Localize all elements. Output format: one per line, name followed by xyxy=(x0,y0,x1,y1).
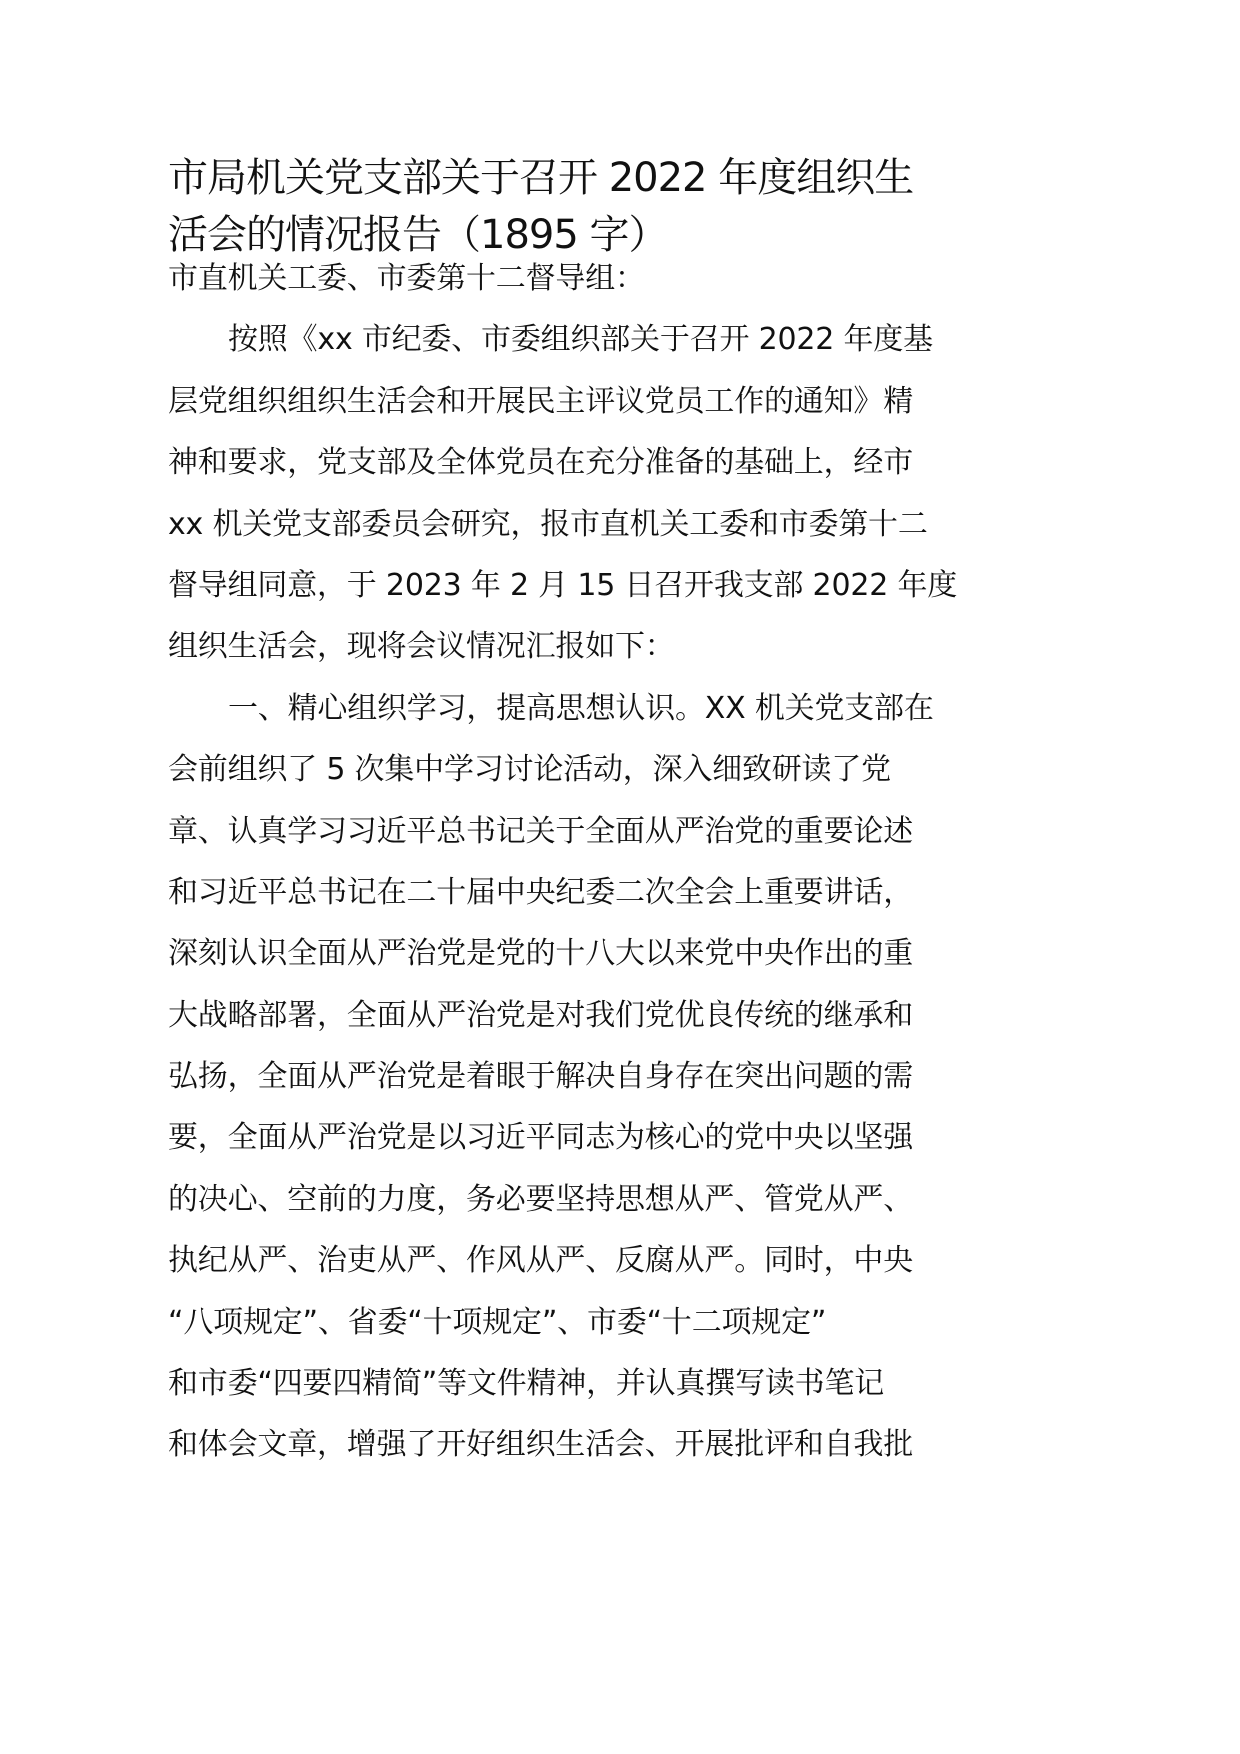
paragraph-line: xx 机关党支部委员会研究，报市直机关工委和市委第十二 xyxy=(168,506,928,542)
paragraph-line: 和体会文章，增强了开好组织生活会、开展批评和自我批 xyxy=(168,1427,913,1463)
paragraph-line: 组织生活会，现将会议情况汇报如下： xyxy=(168,629,675,665)
paragraph-line: 弘扬，全面从严治党是着眼于解决自身存在突出问题的需 xyxy=(168,1059,913,1095)
paragraph-line: 的决心、空前的力度，务必要坚持思想从严、管党从严、 xyxy=(168,1181,913,1217)
salutation: 市直机关工委、市委第十二督导组： xyxy=(168,261,645,296)
paragraph-line: 和习近平总书记在二十届中央纪委二次全会上重要讲话， xyxy=(168,874,913,910)
paragraph-line: 层党组织组织生活会和开展民主评议党员工作的通知》精 xyxy=(168,383,913,419)
paragraph-line: 执纪从严、治吏从严、作风从严、反腐从严。同时，中央 xyxy=(168,1243,913,1279)
paragraph-line: 督导组同意，于 2023 年 2 月 15 日召开我支部 2022 年度 xyxy=(168,567,958,603)
paragraph-line: 会前组织了 5 次集中学习讨论活动，深入细致研读了党 xyxy=(168,752,891,788)
title-line: 活会的情况报告（1895 字） xyxy=(168,212,668,258)
paragraph-line: 深刻认识全面从严治党是党的十八大以来党中央作出的重 xyxy=(168,936,913,972)
document-body xyxy=(168,248,958,1476)
paragraph-line: 章、认真学习习近平总书记关于全面从严治党的重要论述 xyxy=(168,813,913,849)
paragraph-line: 神和要求，党支部及全体党员在充分准备的基础上，经市 xyxy=(168,445,913,481)
paragraph-line: 和市委“四要四精简”等文件精神，并认真撰写读书笔记 xyxy=(168,1366,885,1402)
title-line: 市局机关党支部关于召开 2022 年度组织生 xyxy=(168,155,914,201)
document-title xyxy=(168,150,958,264)
section-heading-line: 一、精心组织学习，提高思想认识。XX 机关党支部在 xyxy=(228,690,934,726)
paragraph-line: 大战略部署，全面从严治党是对我们党优良传统的继承和 xyxy=(168,997,913,1033)
paragraph-line: “八项规定”、省委“十项规定”、市委“十二项规定” xyxy=(168,1304,827,1340)
paragraph-line: 要，全面从严治党是以习近平同志为核心的党中央以坚强 xyxy=(168,1120,913,1156)
paragraph-line: 按照《xx 市纪委、市委组织部关于召开 2022 年度基 xyxy=(228,322,933,358)
